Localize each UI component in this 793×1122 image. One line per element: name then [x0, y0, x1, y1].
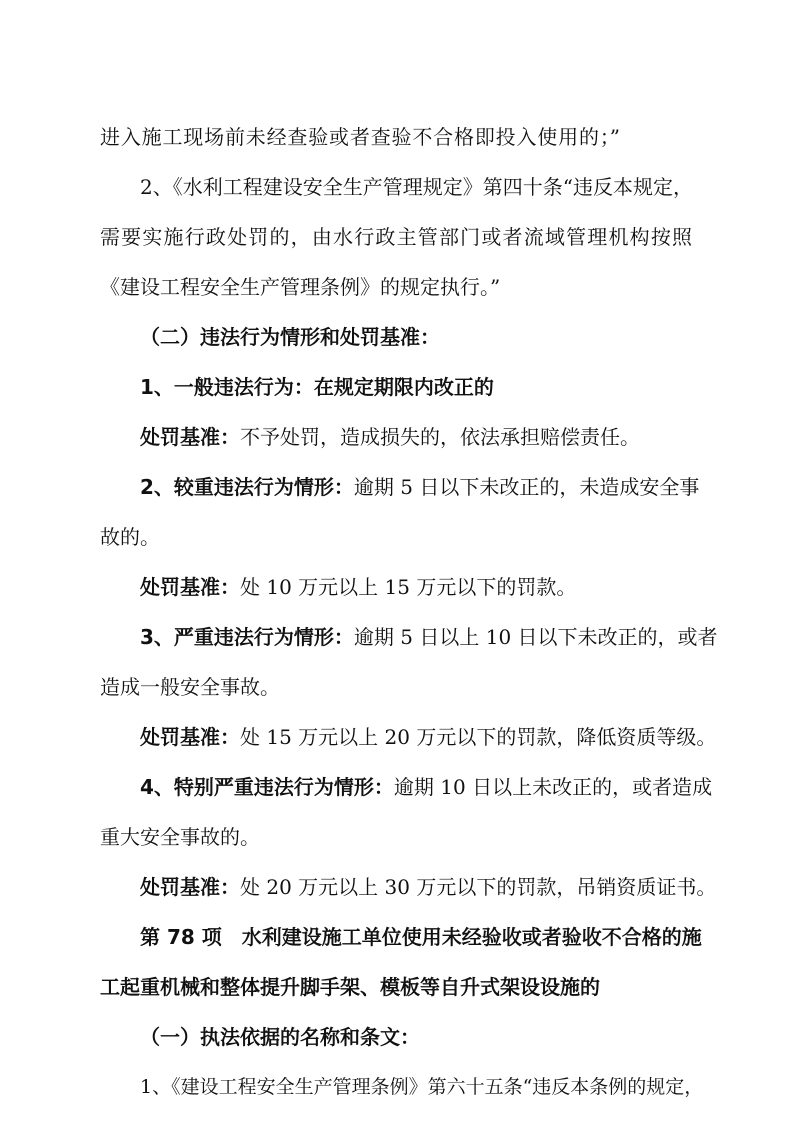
penalty-text: 处 15 万元以上 20 万元以下的罚款，降低资质等级。: [240, 725, 717, 749]
level-2-penalty: [140, 573, 576, 601]
penalty-label: 处罚基准：: [140, 425, 240, 449]
penalty-text: 处 20 万元以上 30 万元以下的罚款，吊销资质证书。: [240, 875, 717, 899]
level-2-continued: 故的。: [100, 525, 160, 549]
level-4-penalty: [140, 873, 716, 901]
level-3-penalty: [140, 723, 716, 751]
body-line-4: 《建设工程安全生产管理条例》的规定执行。”: [100, 275, 501, 299]
level-1-heading: 1、一般违法行为：在规定期限内改正的: [140, 375, 494, 399]
section-heading-1: （一）执法依据的名称和条文：: [140, 1025, 420, 1049]
level-1-penalty: [140, 423, 640, 451]
level-2-label: 2、较重违法行为情形：: [140, 475, 354, 499]
penalty-label: 处罚基准：: [140, 575, 240, 599]
body-line-3: 需要实施行政处罚的，由水行政主管部门或者流域管理机构按照: [100, 225, 692, 249]
level-4-label: 4、特别严重违法行为情形：: [140, 775, 394, 799]
body-line-basis: 1、《建设工程安全生产管理条例》第六十五条“违反本条例的规定，: [140, 1076, 704, 1098]
penalty-label: 处罚基准：: [140, 875, 240, 899]
item-78-heading: 第 78 项 水利建设施工单位使用未经验收或者验收不合格的施: [140, 925, 702, 949]
body-line-1: 进入施工现场前未经查验或者查验不合格即投入使用的；”: [100, 125, 620, 149]
level-3-text: 逾期 5 日以上 10 日以下未改正的，或者: [353, 625, 718, 649]
level-2-text: 逾期 5 日以下未改正的，未造成安全事: [353, 475, 700, 499]
level-3-heading: [140, 623, 718, 651]
level-2-heading: [140, 473, 700, 501]
level-3-label: 3、严重违法行为情形：: [140, 625, 354, 649]
section-heading-2: （二）违法行为情形和处罚基准：: [140, 325, 440, 349]
item-78-heading-continued: 工起重机械和整体提升脚手架、模板等自升式架设设施的: [100, 975, 600, 999]
level-4-text: 逾期 10 日以上未改正的，或者造成: [393, 775, 713, 799]
penalty-text: 处 10 万元以上 15 万元以下的罚款。: [240, 575, 577, 599]
penalty-text: 不予处罚，造成损失的，依法承担赔偿责任。: [240, 425, 640, 449]
level-4-heading: [140, 773, 713, 801]
body-line-2: 2、《水利工程建设安全生产管理规定》第四十条“违反本规定，: [140, 175, 693, 199]
penalty-label: 处罚基准：: [140, 725, 240, 749]
level-3-continued: 造成一般安全事故。: [100, 675, 280, 699]
level-4-continued: 重大安全事故的。: [100, 825, 260, 849]
